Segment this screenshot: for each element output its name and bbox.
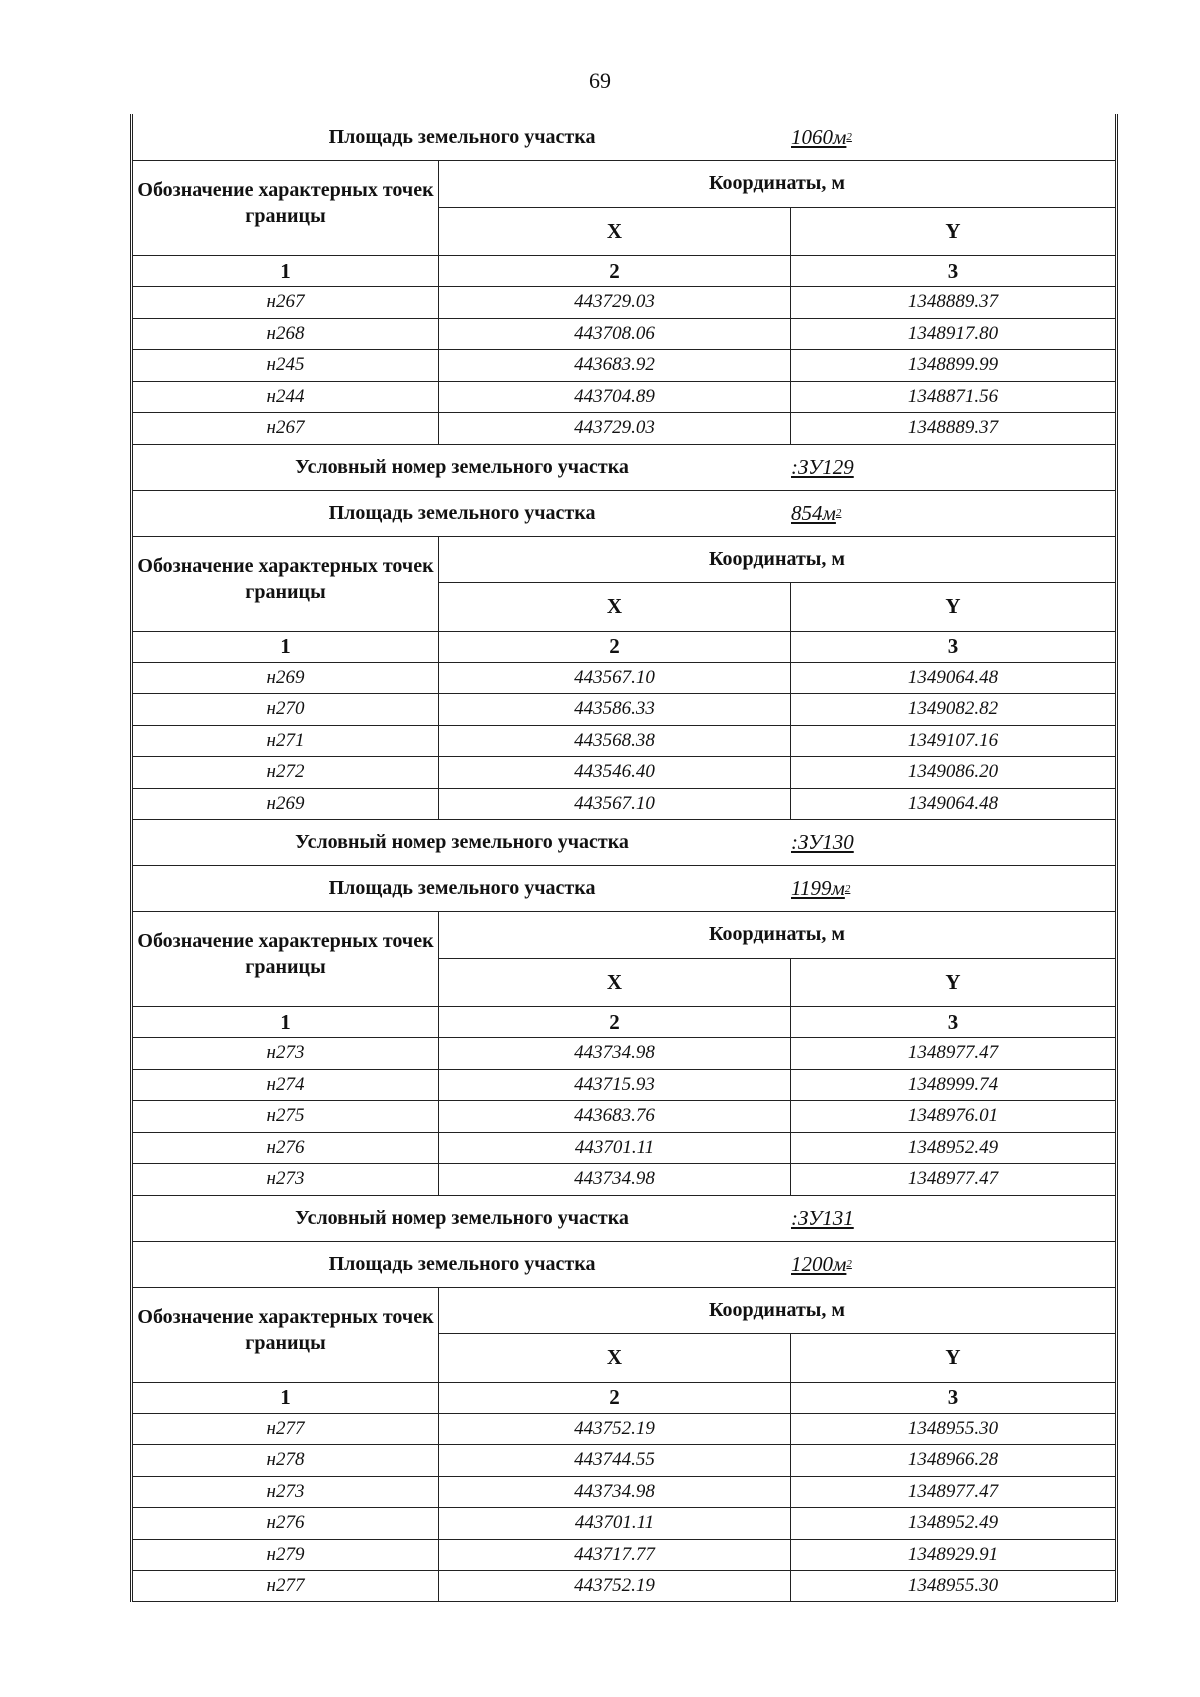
coordinates-header-right — [439, 161, 1115, 255]
point-name: н274 — [133, 1070, 439, 1101]
point-name: н269 — [133, 789, 439, 820]
point-name: н267 — [133, 413, 439, 444]
point-name: н276 — [133, 1133, 439, 1164]
table-row — [133, 412, 1115, 444]
point-designation-header: Обозначение характерных точек границы — [133, 161, 439, 255]
point-y: 1348977.47 — [907, 1168, 999, 1190]
point-x: 443744.55 — [439, 1445, 791, 1476]
point-name: н272 — [133, 757, 439, 788]
x-header: X — [439, 1334, 791, 1381]
cadastral-number-row — [133, 819, 1115, 865]
area-row — [133, 114, 1115, 160]
area-label: Площадь земельного участка — [328, 125, 596, 148]
area-value — [791, 866, 1115, 911]
area-label: Площадь земельного участка — [328, 1252, 596, 1275]
table-row — [133, 788, 1115, 820]
area-unit: м — [833, 124, 847, 149]
xy-header-row — [439, 958, 1115, 1006]
point-name: н273 — [133, 1164, 439, 1195]
point-x: 443729.03 — [439, 287, 791, 318]
area-row — [133, 490, 1115, 536]
coordinates-header — [133, 536, 1115, 631]
point-x: 443752.19 — [439, 1414, 791, 1445]
coordinates-header-right — [439, 912, 1115, 1006]
point-name: н277 — [133, 1571, 439, 1601]
point-x: 443701.11 — [439, 1508, 791, 1539]
point-y: 1348889.37 — [907, 417, 999, 439]
area-row — [133, 865, 1115, 911]
column-number-row — [133, 255, 1115, 286]
table-row — [133, 349, 1115, 381]
point-y: 1349107.16 — [907, 729, 999, 751]
xy-header-row — [439, 1333, 1115, 1381]
column-number-3: 3 — [947, 1009, 959, 1034]
y-header: Y — [945, 969, 961, 994]
point-x: 443568.38 — [439, 726, 791, 757]
point-name: н269 — [133, 663, 439, 694]
point-y: 1349082.82 — [907, 698, 999, 720]
cadastral-number-row — [133, 444, 1115, 490]
area-unit-power: 2 — [835, 507, 842, 519]
area-unit-power: 2 — [846, 1258, 852, 1270]
area-row — [133, 1241, 1115, 1287]
table-row — [133, 1476, 1115, 1508]
x-header: X — [439, 583, 791, 630]
column-number-1: 1 — [133, 256, 439, 286]
point-x: 443567.10 — [439, 663, 791, 694]
area-number: 1060 — [791, 124, 833, 149]
point-x: 443717.77 — [439, 1540, 791, 1571]
point-x: 443586.33 — [439, 694, 791, 725]
coordinates-header-label: Координаты, м — [708, 172, 846, 195]
table-row — [133, 725, 1115, 757]
column-number-1: 1 — [133, 1383, 439, 1413]
point-name: н268 — [133, 319, 439, 350]
point-x: 443701.11 — [439, 1133, 791, 1164]
column-number-3: 3 — [947, 634, 959, 658]
point-y: 1348977.47 — [907, 1480, 999, 1502]
point-y: 1348899.99 — [907, 354, 999, 376]
point-y: 1348966.28 — [907, 1449, 999, 1471]
area-unit-power: 2 — [844, 882, 851, 895]
point-y: 1348955.30 — [907, 1574, 999, 1596]
table-row — [133, 1037, 1115, 1069]
point-x: 443704.89 — [439, 382, 791, 413]
point-y: 1348977.47 — [907, 1042, 999, 1064]
column-number-3: 3 — [947, 1385, 959, 1409]
point-y: 1348999.74 — [907, 1073, 999, 1095]
area-number: 854 — [791, 500, 823, 525]
column-number-row — [133, 1006, 1115, 1037]
point-x: 443729.03 — [439, 413, 791, 444]
coordinates-header — [133, 911, 1115, 1006]
area-value — [791, 1242, 1115, 1287]
table-row — [133, 1069, 1115, 1101]
point-y: 1348917.80 — [907, 322, 999, 344]
coordinates-header-right — [439, 1288, 1115, 1382]
column-number-1: 1 — [133, 1007, 439, 1037]
column-number-1: 1 — [133, 632, 439, 662]
point-name: н245 — [133, 350, 439, 381]
point-x: 443715.93 — [439, 1070, 791, 1101]
page-number: 69 — [589, 68, 611, 93]
point-x: 443683.76 — [439, 1101, 791, 1132]
column-number-row — [133, 1382, 1115, 1413]
point-name: н267 — [133, 287, 439, 318]
column-number-2: 2 — [439, 256, 791, 286]
point-name: н244 — [133, 382, 439, 413]
point-x: 443734.98 — [439, 1477, 791, 1508]
area-unit: м — [833, 1251, 847, 1276]
table-row — [133, 1132, 1115, 1164]
point-y: 1349086.20 — [907, 761, 999, 783]
table-row — [133, 381, 1115, 413]
table-row — [133, 693, 1115, 725]
column-number-3: 3 — [947, 258, 959, 283]
x-header: X — [439, 208, 791, 255]
point-y: 1348929.91 — [907, 1543, 999, 1565]
cadastral-number-value: :ЗУ130 — [791, 830, 854, 854]
point-y: 1348871.56 — [907, 385, 999, 407]
point-name: н273 — [133, 1038, 439, 1069]
point-x: 443567.10 — [439, 789, 791, 820]
point-name: н277 — [133, 1414, 439, 1445]
y-header: Y — [945, 218, 961, 243]
point-y: 1348952.49 — [907, 1136, 999, 1158]
coordinates-header-label: Координаты, м — [708, 923, 846, 946]
point-y: 1348952.49 — [907, 1512, 999, 1534]
point-name: н273 — [133, 1477, 439, 1508]
coordinates-header — [133, 160, 1115, 255]
coordinates-header-right — [439, 537, 1115, 631]
point-x: 443708.06 — [439, 319, 791, 350]
xy-header-row — [439, 207, 1115, 255]
table-row — [133, 1570, 1115, 1602]
coordinates-header-label: Координаты, м — [708, 547, 846, 570]
point-name: н271 — [133, 726, 439, 757]
area-value — [791, 114, 1115, 160]
area-value — [791, 491, 1115, 536]
point-y: 1348976.01 — [907, 1105, 999, 1127]
point-name: н278 — [133, 1445, 439, 1476]
area-number: 1199 — [791, 876, 832, 900]
table-row — [133, 318, 1115, 350]
cadastral-number-label: Условный номер земельного участка — [295, 831, 629, 853]
cadastral-number-label: Условный номер земельного участка — [295, 455, 629, 478]
cadastral-number-value: :ЗУ129 — [791, 454, 854, 479]
column-number-2: 2 — [439, 1007, 791, 1037]
point-designation-header: Обозначение характерных точек границы — [133, 1288, 439, 1382]
column-number-row — [133, 631, 1115, 662]
point-y: 1349064.48 — [907, 666, 999, 688]
table-row — [133, 1444, 1115, 1476]
column-number-2: 2 — [439, 1383, 791, 1413]
area-label: Площадь земельного участка — [328, 877, 596, 899]
point-designation-header: Обозначение характерных точек границы — [133, 912, 439, 1006]
cadastral-number-value: :ЗУ131 — [791, 1205, 854, 1230]
area-label: Площадь земельного участка — [328, 501, 596, 524]
point-name: н270 — [133, 694, 439, 725]
table-row — [133, 756, 1115, 788]
cadastral-number-row — [133, 1195, 1115, 1241]
point-x: 443752.19 — [439, 1571, 791, 1601]
area-unit: м — [822, 500, 836, 525]
area-number: 1200 — [791, 1251, 833, 1276]
table-row — [133, 1163, 1115, 1195]
table-row — [133, 286, 1115, 318]
cadastral-number-label: Условный номер земельного участка — [295, 1206, 629, 1229]
parcel-coordinates-table — [130, 114, 1118, 1602]
y-header: Y — [945, 1345, 961, 1370]
table-row — [133, 662, 1115, 694]
point-x: 443734.98 — [439, 1164, 791, 1195]
xy-header-row — [439, 582, 1115, 630]
point-designation-header: Обозначение характерных точек границы — [133, 537, 439, 631]
x-header: X — [439, 959, 791, 1006]
point-name: н276 — [133, 1508, 439, 1539]
table-row — [133, 1100, 1115, 1132]
point-name: н279 — [133, 1540, 439, 1571]
area-unit: м — [831, 876, 845, 900]
point-x: 443683.92 — [439, 350, 791, 381]
point-name: н275 — [133, 1101, 439, 1132]
column-number-2: 2 — [439, 632, 791, 662]
point-x: 443546.40 — [439, 757, 791, 788]
coordinates-header — [133, 1287, 1115, 1382]
point-x: 443734.98 — [439, 1038, 791, 1069]
point-y: 1348889.37 — [907, 291, 999, 313]
table-row — [133, 1539, 1115, 1571]
point-y: 1349064.48 — [907, 792, 999, 814]
area-unit-power: 2 — [846, 131, 852, 143]
point-y: 1348955.30 — [907, 1417, 999, 1439]
table-row — [133, 1413, 1115, 1445]
table-row — [133, 1507, 1115, 1539]
coordinates-header-label: Координаты, м — [708, 1298, 846, 1321]
y-header: Y — [945, 594, 961, 619]
